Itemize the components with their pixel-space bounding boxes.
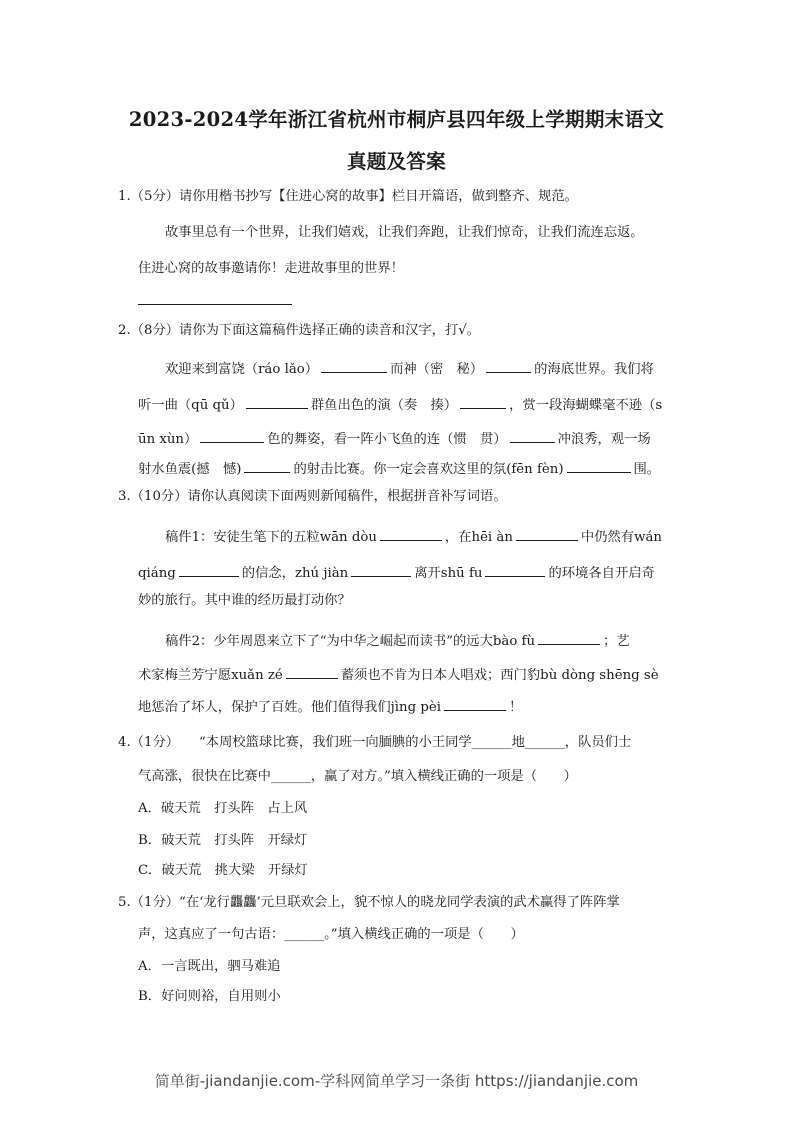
- q5-option-b: B．好问则裕，自用则小: [138, 989, 281, 1004]
- q3-p2-line1: [165, 630, 630, 651]
- q2-line2-part-b: 群鱼出色的演（奏 揍）: [310, 398, 458, 413]
- q5-line2: 声，这真应了一句古语：______。”填入横线正确的一项是（ ）: [138, 927, 524, 942]
- q2-line1: [165, 358, 654, 379]
- q2-blank-7: [244, 458, 290, 473]
- q3-blank-4: [351, 562, 411, 577]
- q3-p1-line1-a: 稿件1：安徒生笔下的五粒wān dòu: [165, 530, 377, 545]
- q4-option-b: B．破天荒 打头阵 开绿灯: [138, 833, 308, 848]
- q3-p1-line2: [138, 562, 655, 583]
- document-title-line1: 2023-2024学年浙江省杭州市桐庐县四年级上学期期末语文: [128, 108, 665, 131]
- q3-p1-line1-b: ，在hēi àn: [444, 530, 513, 545]
- q2-line3-part-a: ūn xùn）: [138, 432, 198, 447]
- q2-line4-part-a: 射水鱼震(撼 憾): [138, 462, 242, 477]
- q4-option-a: A．破天荒 打头阵 占上风: [138, 801, 308, 816]
- q5-line1: 5.（1分）“在‘龙行龘龘’元旦联欢会上，貌不惊人的晓龙同学表演的武术赢得了阵阵掌: [118, 895, 620, 910]
- q2-line4-part-c: 围。: [633, 462, 661, 477]
- q3-p1-line2-b: 的信念，zhú jiàn: [241, 566, 349, 581]
- q3-blank-7: [286, 664, 338, 679]
- q3-p2-line3: [138, 696, 522, 717]
- q2-blank-8: [567, 458, 631, 473]
- q2-line4: [138, 458, 660, 479]
- q4-option-c: C．破天荒 挑大梁 开绿灯: [138, 863, 308, 878]
- q4-line2: 气高涨，很快在比赛中______，赢了对方。”填入横线正确的一项是（ ）: [138, 769, 577, 784]
- q2-line4-part-b: 的射击比赛。你一定会喜欢这里的氛(fēn fèn): [293, 462, 564, 477]
- q3-p2-line1-b: ；艺: [603, 634, 630, 649]
- q2-line3-part-b: 色的舞姿，看一阵小飞鱼的连（惯 贯）: [267, 432, 507, 447]
- q3-p2-line2-a: 术家梅兰芳宁愿xuǎn zé: [138, 668, 283, 683]
- q2-line2: [138, 394, 662, 415]
- q2-line3-part-c: 冲浪秀，观一场: [557, 432, 651, 447]
- q3-blank-2: [516, 526, 578, 541]
- q3-p1-line2-a: qiáng: [138, 566, 176, 581]
- footer-watermark: 简单街-jiandanjie.com-学科网简单学习一条街 https://jiandanjie.com: [154, 1072, 639, 1090]
- q3-p2-line2: [138, 664, 659, 685]
- q2-line1-part-b: 而神（密 秘）: [390, 362, 484, 377]
- q3-p1-line2-c: 离开shū fu: [414, 566, 483, 581]
- q2-blank-2: [486, 358, 531, 373]
- q2-blank-1: [321, 358, 387, 373]
- q1-answer-line: [138, 304, 292, 305]
- q2-header: 2.（8分）请你为下面这篇稿件选择正确的读音和汉字，打√。: [118, 323, 481, 338]
- q2-blank-5: [200, 428, 264, 443]
- q2-line2-part-c: ，赏一段海蝴蝶毫不逊（s: [509, 398, 663, 413]
- q2-line3: [138, 428, 651, 449]
- q3-blank-6: [538, 630, 600, 645]
- q3-p1-line1: [165, 526, 662, 547]
- document-title-line2: 真题及答案: [346, 150, 446, 173]
- q3-blank-1: [380, 526, 442, 541]
- q5-option-a: A．一言既出，驷马难追: [138, 959, 281, 974]
- q3-blank-8: [444, 696, 506, 711]
- q3-p2-line2-b: 蓄须也不肯为日本人唱戏；西门豹bù dòng shēng sè: [340, 668, 659, 683]
- q1-text-line1: 故事里总有一个世界，让我们嬉戏，让我们奔跑，让我们惊奇，让我们流连忘返。: [165, 225, 644, 240]
- q2-blank-6: [510, 428, 555, 443]
- q3-blank-3: [179, 562, 239, 577]
- q2-line2-part-a: 听一曲（qū qǔ）: [138, 398, 243, 413]
- q4-line1: 4.（1分） “本周校篮球比赛，我们班一向腼腆的小王同学______地______，队员们士: [118, 735, 632, 750]
- q3-p2-line1-a: 稿件2：少年周恩来立下了“为中华之崛起而读书”的远大bào fù: [165, 634, 536, 649]
- q3-p1-line1-c: 中仍然有wán: [580, 530, 662, 545]
- q1-text-line2: 住进心窝的故事邀请你！走进故事里的世界！: [138, 261, 404, 276]
- q3-p1-line3: 妙的旅行。其中谁的经历最打动你？: [138, 593, 351, 608]
- q3-blank-5: [485, 562, 545, 577]
- q3-p1-line2-d: 的环境各自开启奇: [548, 566, 655, 581]
- q2-blank-4: [460, 394, 506, 409]
- q2-line1-part-a: 欢迎来到富饶（ráo lǎo）: [165, 362, 319, 377]
- q2-blank-3: [246, 394, 308, 409]
- q2-line1-part-c: 的海底世界。我们将: [534, 362, 654, 377]
- q3-p2-line3-b: ！: [508, 700, 523, 715]
- q1-header: 1.（5分）请你用楷书抄写【住进心窝的故事】栏目开篇语，做到整齐、规范。: [118, 189, 578, 204]
- q3-header: 3.（10分）请你认真阅读下面两则新闻稿件，根据拼音补写词语。: [118, 489, 507, 504]
- q3-p2-line3-a: 地惩治了坏人，保护了百姓。他们值得我们jìng pèi: [138, 700, 441, 715]
